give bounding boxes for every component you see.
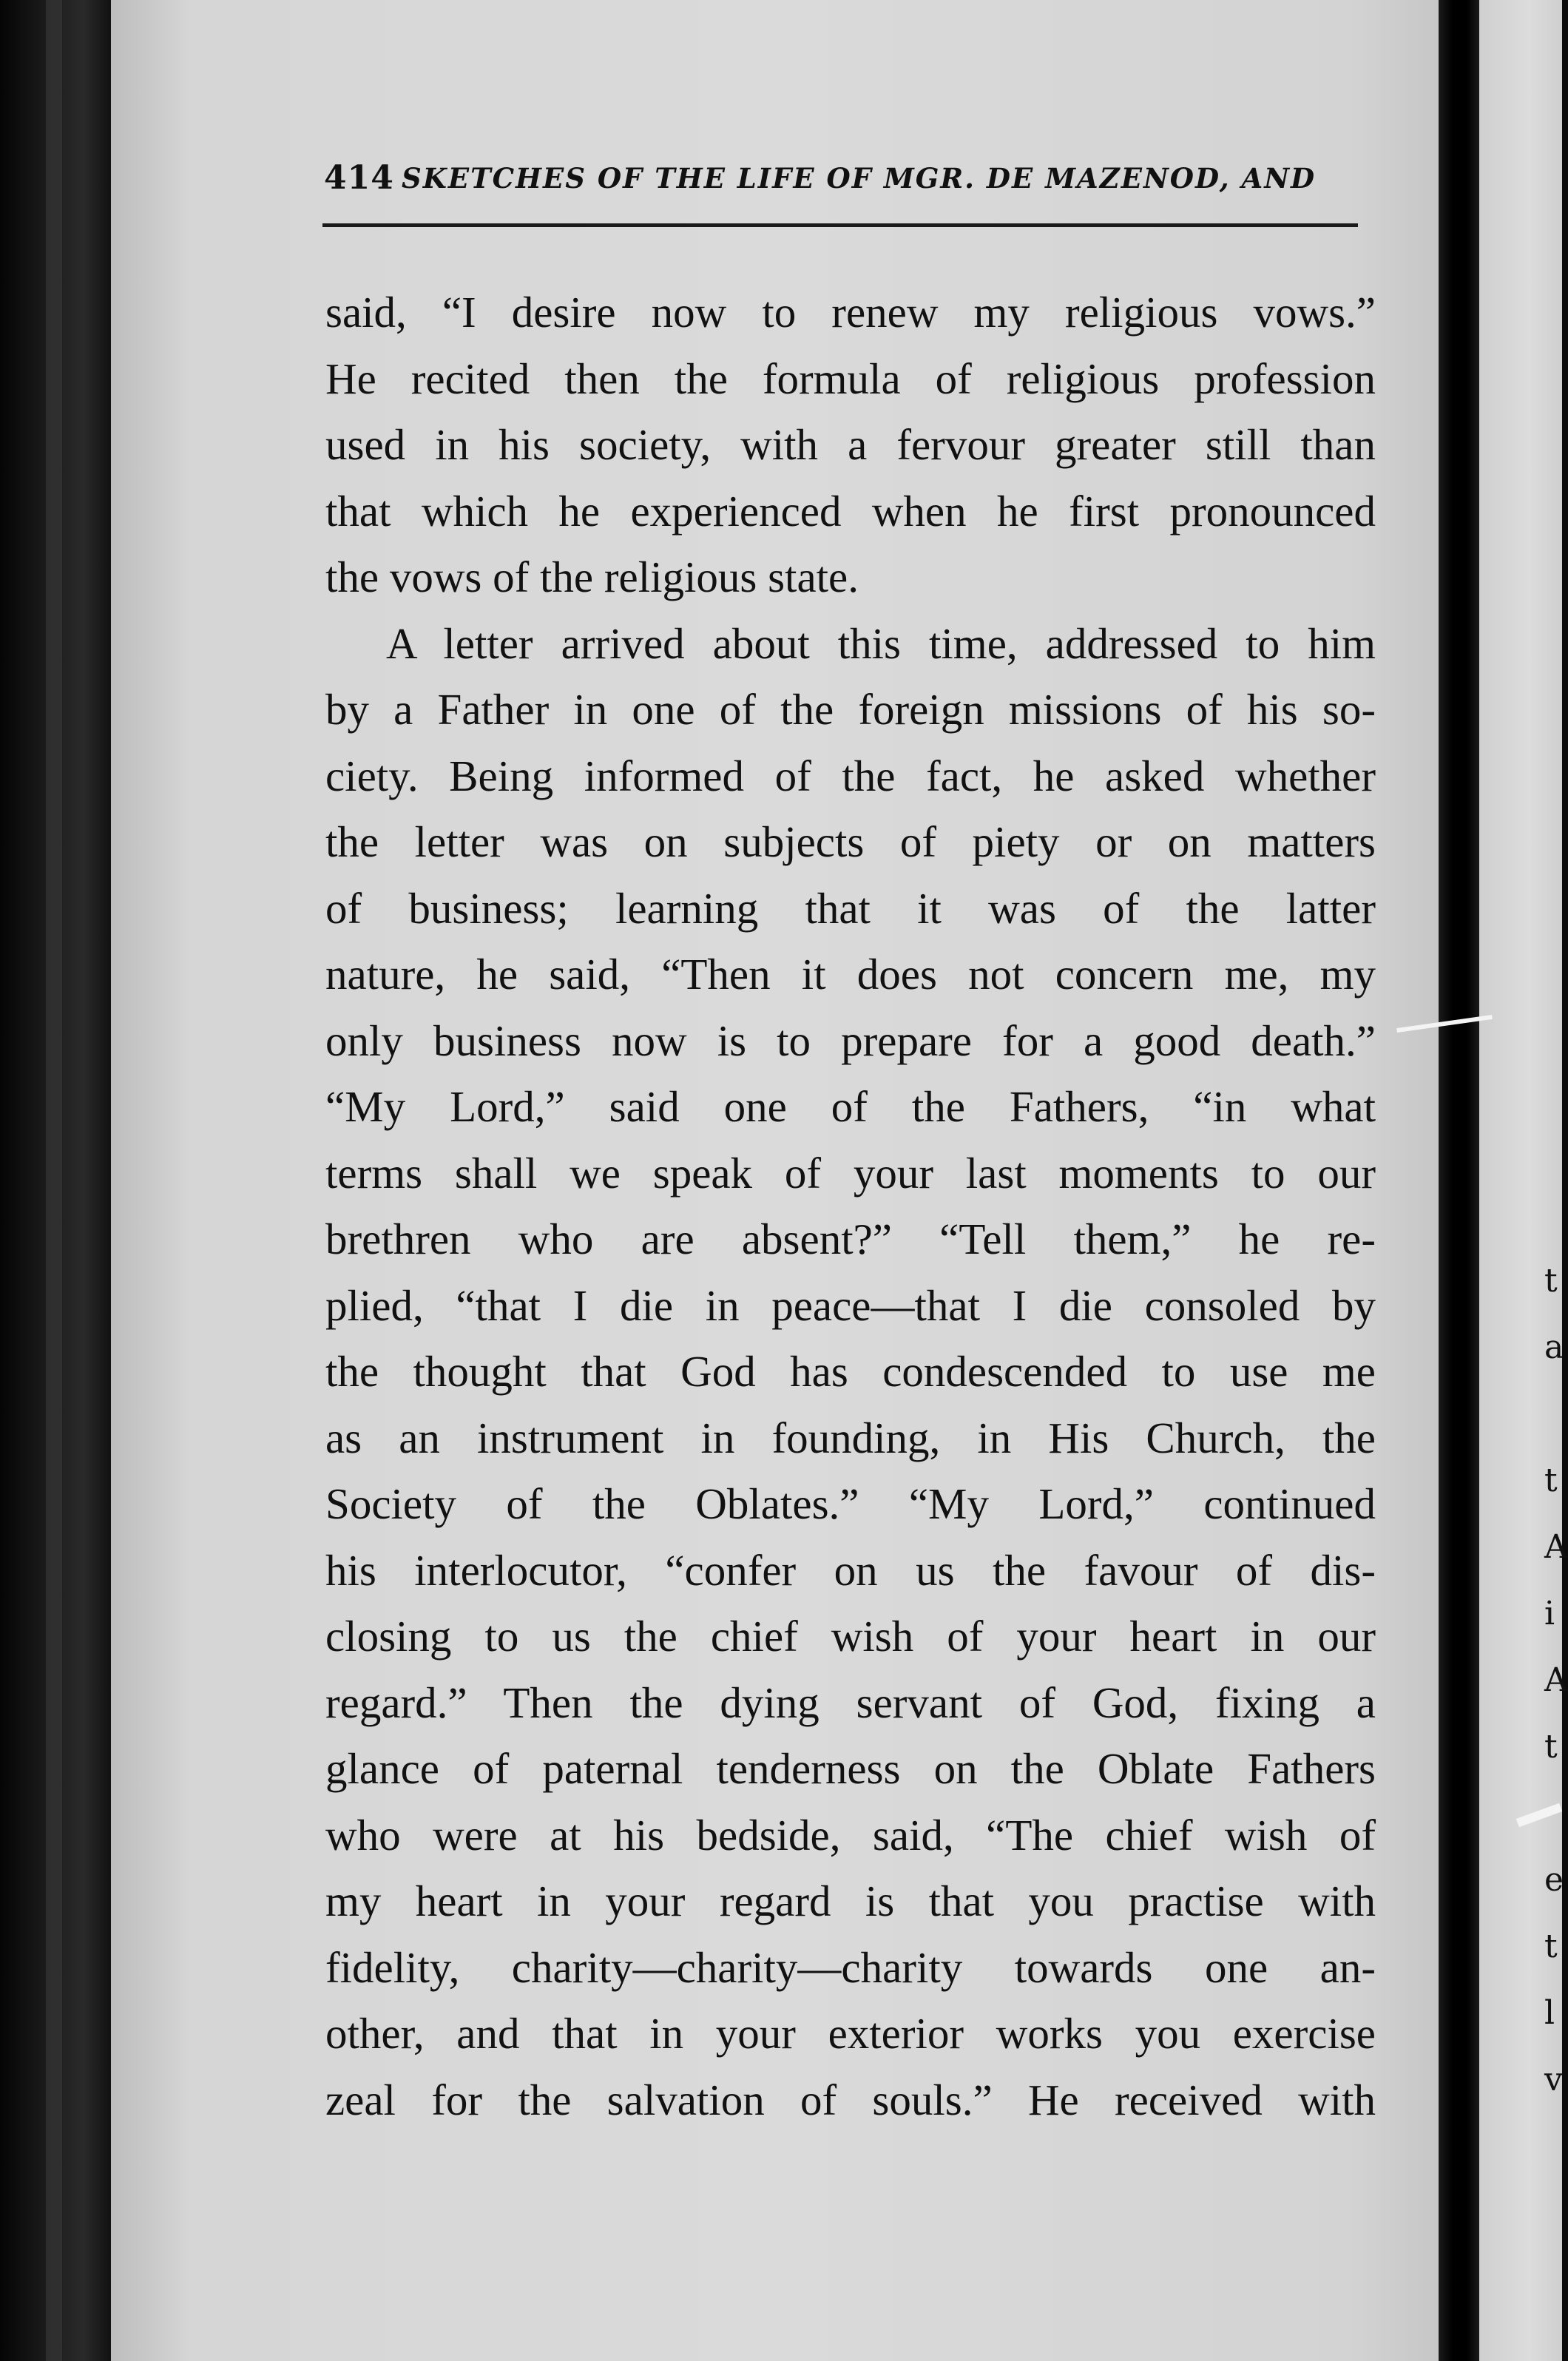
next-page-fragment: A	[1544, 1528, 1568, 1566]
text-line: glance of paternal tenderness on the Oblate Fathers	[325, 1744, 1376, 1793]
text-line: by a Father in one of the foreign missions of his so-	[325, 685, 1376, 734]
text-line: of business; learning that it was of the latter	[325, 883, 1376, 933]
text-line: the thought that God has condescended to use me	[325, 1347, 1376, 1396]
next-page-fragment: e	[1544, 1861, 1564, 1899]
text-line: the letter was on subjects of piety or on matters	[325, 817, 1376, 866]
text-line: his interlocutor, “confer on us the favour of dis-	[325, 1545, 1376, 1595]
next-page-fragment: v	[1544, 2061, 1563, 2098]
text-line: Society of the Oblates.” “My Lord,” continued	[325, 1479, 1376, 1528]
text-line: closing to us the chief wish of your heart in our	[325, 1612, 1376, 1661]
next-page-fragment: t	[1544, 1462, 1558, 1499]
next-page-fragment: l	[1544, 1994, 1555, 2032]
text-line: the vows of the religious state.	[325, 553, 859, 601]
text-line: only business now is to prepare for a good death.”	[325, 1016, 1376, 1065]
text-line: said, “I desire now to renew my religious vows.”	[325, 288, 1376, 337]
text-line: that which he experienced when he first pronounced	[325, 486, 1376, 536]
text-line: brethren who are absent?” “Tell them,” he re-	[325, 1215, 1376, 1263]
adjacent-page-edge	[1479, 0, 1568, 2361]
text-line: zeal for the salvation of souls.” He received with	[325, 2075, 1376, 2124]
text-line: who were at his bedside, said, “The chief wish of	[325, 1810, 1376, 1860]
page-body-text	[325, 280, 1376, 2133]
next-page-fragment: t	[1544, 1928, 1558, 1965]
next-page-fragment: A	[1544, 1661, 1568, 1699]
text-line: used in his society, with a fervour greater still than	[325, 420, 1376, 469]
header-rule	[322, 223, 1358, 227]
page-gutter	[1439, 0, 1479, 2361]
text-line: “My Lord,” said one of the Fathers, “in what	[325, 1082, 1376, 1131]
next-page-fragment: i	[1544, 1595, 1555, 1632]
next-page-fragment: a	[1544, 1328, 1564, 1366]
text-line: plied, “that I die in peace—that I die consoled by	[325, 1280, 1376, 1330]
text-line: ciety. Being informed of the fact, he asked whether	[325, 751, 1376, 800]
text-line: nature, he said, “Then it does not concern me, my	[325, 950, 1376, 999]
next-page-fragment: t	[1544, 1728, 1558, 1766]
text-line: He recited then the formula of religious profession	[325, 354, 1376, 403]
next-page-fragment: t	[1544, 1262, 1558, 1300]
page-number: 414	[324, 159, 394, 197]
text-line: other, and that in your exterior works you exercise	[325, 2009, 1376, 2058]
binding-stripe	[46, 0, 62, 2361]
text-line: regard.” Then the dying servant of God, fixing a	[325, 1678, 1376, 1727]
text-line: fidelity, charity—charity—charity towards one an-	[325, 1942, 1376, 1992]
text-line: A letter arrived about this time, addressed to him	[386, 618, 1376, 668]
text-line: as an instrument in founding, in His Church, the	[325, 1413, 1376, 1462]
text-line: my heart in your regard is that you practise with	[325, 1877, 1376, 1925]
running-title: SKETCHES OF THE LIFE OF MGR. DE MAZENOD, AND	[402, 162, 1317, 195]
text-line: terms shall we speak of your last moments to our	[325, 1148, 1376, 1198]
running-header	[324, 159, 1345, 203]
